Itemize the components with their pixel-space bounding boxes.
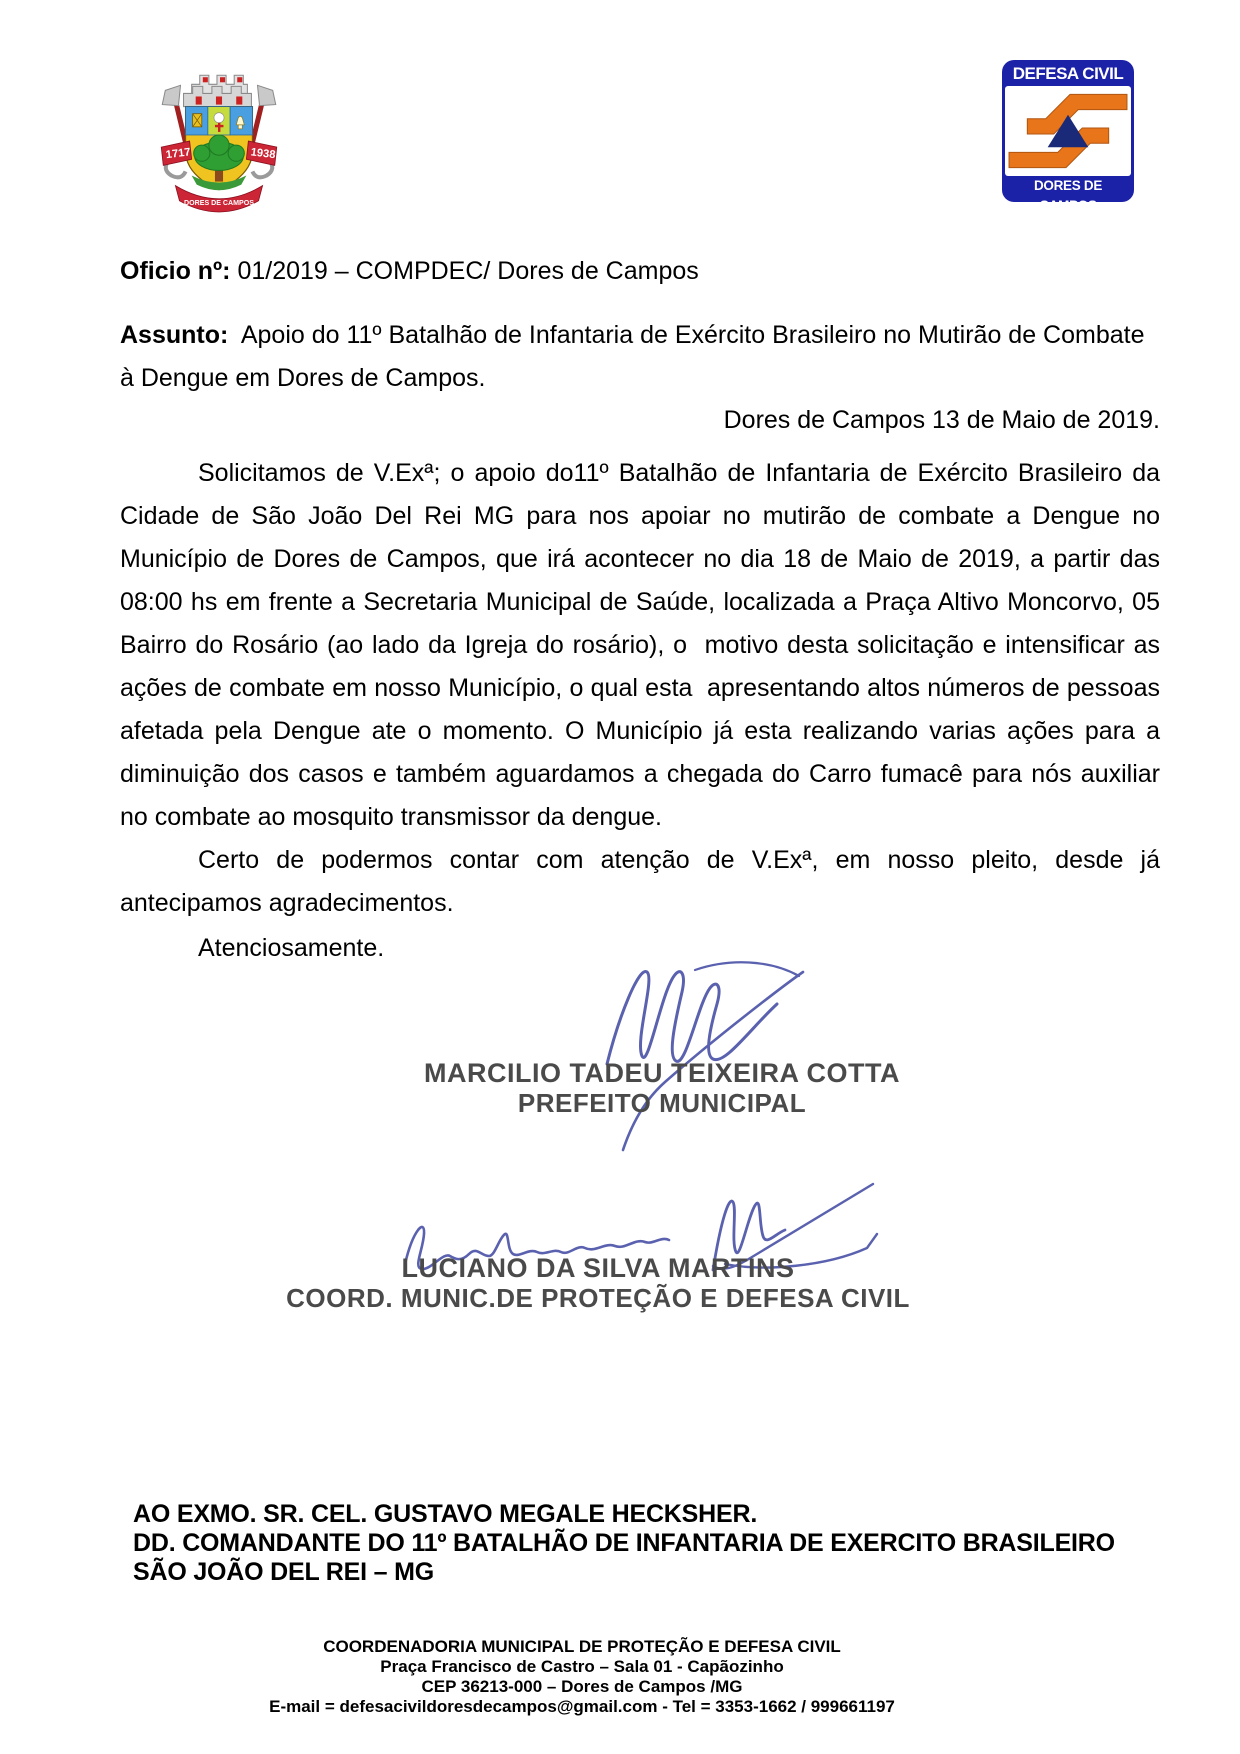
signature-1-name: MARCILIO TADEU TEIXEIRA COTTA — [424, 1058, 900, 1088]
defesa-civil-emblem-icon — [1007, 86, 1129, 176]
emblem-top-hand — [1027, 94, 1127, 134]
mural-crown-icon — [184, 75, 252, 106]
oficio-number-line — [120, 250, 1160, 293]
signature-stroke — [607, 972, 777, 1064]
body-paragraph-1: Solicitamos de V.Exª; o apoio do11º Batalhão de Infantaria de Exército Brasileiro da Cidade de São João Del Rei MG para nos apoiar no mutirão de combate a Dengue no Município de Dores de Campos, que irá acontecer no dia 18 de Maio de 2019, a partir das 08:00 hs em frente a Secretaria Municipal de Saúde, localizada a Praça Altivo Moncorvo, 05 Bairro do Rosário (ao lado da Igreja do rosário), o motivo desta solicitação e intensificar as ações de combate em nosso Município, o qual esta apresentando altos números de pessoas afetada pela Dengue ate o momento. O Município já esta realizando varias ações para a diminuição dos casos e também aguardamos a chegada do Carro fumacê para nós auxiliar no combate ao mosquito transmissor da dengue. — [120, 459, 1167, 831]
footer-line-4: E-mail = defesacivildoresdecampos@gmail.com - Tel = 3353-1662 / 999661197 — [269, 1697, 895, 1716]
signature-2-block — [198, 1253, 998, 1313]
footer-block — [82, 1637, 1082, 1717]
defesa-civil-logo-title: DEFESA CIVIL — [1012, 64, 1124, 83]
crest-ribbon-text: DORES DE CAMPOS — [183, 198, 255, 207]
footer-line-1: COORDENADORIA MUNICIPAL DE PROTEÇÃO E DEFESA CIVIL — [323, 1637, 841, 1656]
crest-year-left: 1717 — [165, 146, 192, 162]
body-paragraph-2: Certo de podermos contar com atenção de V.Exª, em nosso pleito, desde já antecipamos agradecimentos. — [120, 846, 1167, 917]
crest-right-axe — [258, 85, 276, 105]
addressee-block — [133, 1500, 1173, 1587]
city-coat-of-arms-icon — [153, 60, 285, 214]
date-line: Dores de Campos 13 de Maio de 2019. — [723, 406, 1160, 434]
signature-2-title: COORD. MUNIC.DE PROTEÇÃO E DEFESA CIVIL — [286, 1283, 910, 1313]
signature-1-autograph-icon — [545, 952, 835, 1157]
addressee-line-1: AO EXMO. SR. CEL. GUSTAVO MEGALE HECKSHER. — [133, 1500, 758, 1528]
crest-shield — [186, 107, 253, 191]
signature-1-block — [262, 1058, 1062, 1118]
crest-skull-icon — [214, 113, 224, 123]
defesa-civil-emblem — [1005, 86, 1131, 176]
closing-line: Atenciosamente. — [198, 934, 385, 962]
subject-value: Apoio do 11º Batalhão de Infantaria de Exército Brasileiro no Mutirão de Combate à Dengue em Dores de Campos. — [120, 321, 1152, 392]
oficio-value: 01/2019 – COMPDEC/ Dores de Campos — [230, 257, 699, 285]
subject-label: Assunto: — [120, 321, 229, 349]
footer-line-2: Praça Francisco de Castro – Sala 01 - Capãozinho — [380, 1657, 784, 1676]
subject-line — [120, 314, 1160, 400]
addressee-line-2: DD. COMANDANTE DO 11º BATALHÃO DE INFANTARIA DE EXERCITO BRASILEIRO — [133, 1529, 1115, 1557]
oficio-label: Oficio nº: — [120, 257, 231, 285]
crest-year-right: 1938 — [250, 146, 277, 162]
defesa-civil-logo-city: DORES DE CAMPOS — [1033, 178, 1103, 213]
signature-1-title: PREFEITO MUNICIPAL — [517, 1088, 807, 1118]
crest-left-axe — [162, 85, 180, 105]
footer-line-3: CEP 36213-000 – Dores de Campos /MG — [421, 1677, 743, 1696]
addressee-line-3: SÃO JOÃO DEL REI – MG — [133, 1558, 434, 1586]
signature-2-name: LUCIANO DA SILVA MARTINS — [401, 1253, 795, 1283]
defesa-civil-logo — [1002, 60, 1134, 213]
